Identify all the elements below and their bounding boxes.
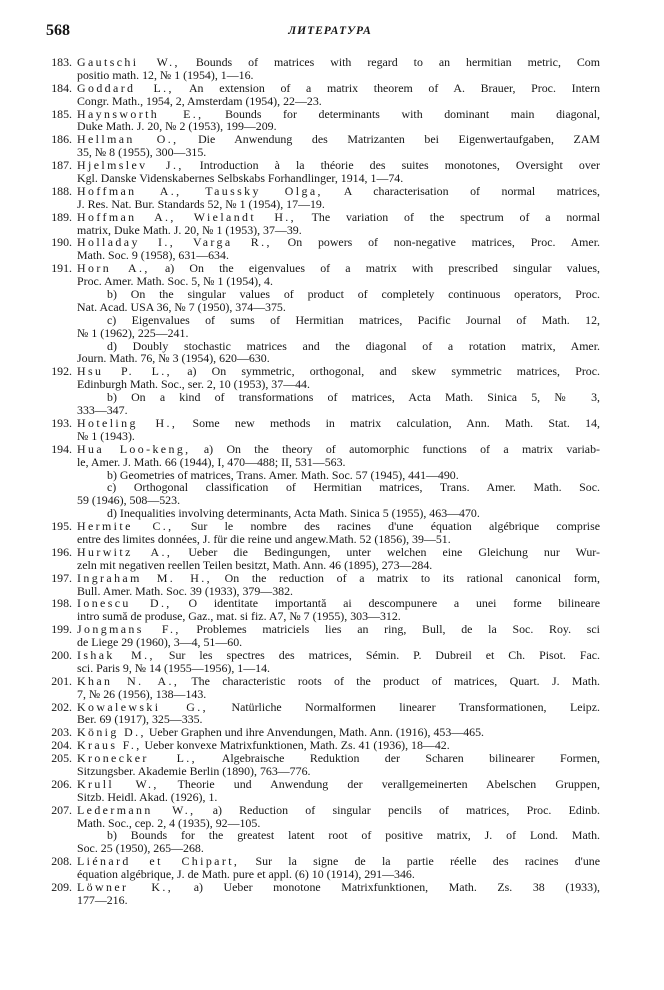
sub-reference: d) Doubly stochastic matrices and the diagonal of a rotation matrix, Amer. (107, 338, 600, 353)
reference-continuation: Math. Soc., cep. 2, 4 (1935), 92—105. (77, 815, 261, 830)
reference-entry (40, 443, 600, 520)
reference-number: 205. (51, 751, 72, 766)
reference-line (40, 675, 600, 688)
sub-reference-continuation: Journ. Math. 76, № 3 (1954), 620—630. (77, 351, 270, 366)
reference-title: Bounds of matrices with regard to an hermitian metric, Com (179, 55, 600, 69)
reference-continuation: Congr. Math., 1954, 2, Amsterdam (1954), 22—23. (77, 93, 322, 108)
reference-entry (40, 211, 600, 237)
reference-author: Ingraham M. H., (77, 570, 212, 585)
reference-title: Sur la signe de la partie réelle des racines d'une (239, 854, 600, 869)
reference-title: On the reduction of a matrix to its rational canonical form, (211, 570, 600, 585)
reference-title: Theorie und Anwendung der verallgemeinerten Abelschen Gruppen, (158, 776, 600, 791)
reference-author: Holladay I., Varga R., (77, 235, 272, 250)
reference-line (40, 417, 600, 430)
reference-number: 194. (51, 441, 72, 456)
reference-entry (40, 108, 600, 134)
reference-number: 202. (51, 699, 72, 714)
reference-text (77, 417, 600, 430)
reference-text (77, 572, 600, 585)
reference-line (40, 185, 600, 198)
reference-text (77, 82, 600, 95)
reference-title: a) Reduction of singular pencils of matrices, Proc. Edinb. (195, 802, 600, 817)
reference-text (77, 881, 600, 894)
reference-text (77, 675, 600, 688)
reference-entry (40, 82, 600, 108)
reference-continuation: matrix, Duke Math. J. 20, № 1 (1953), 37—39. (77, 222, 302, 237)
reference-text (77, 804, 600, 817)
reference-number: 204. (51, 738, 72, 753)
reference-title: Natürliche Normalformen linearer Transformationen, Leipz. (208, 699, 600, 714)
reference-entry (40, 597, 600, 623)
reference-text (77, 546, 600, 559)
reference-entry (40, 365, 600, 417)
reference-title: Sur les spectres des matrices, Sémin. P. Dubreil et Ch. Pisot. Fac. (154, 647, 600, 662)
reference-number: 190. (51, 235, 72, 250)
reference-author: Ledermann W., (77, 802, 196, 817)
reference-number: 187. (51, 158, 72, 173)
sub-reference: c) Eigenvalues of sums of Hermitian matrices, Pacific Journal of Math. 12, (107, 312, 600, 327)
reference-author: Kraus F., (77, 738, 142, 753)
reference-continuation: Math. Soc. 9 (1958), 631—634. (77, 248, 229, 263)
reference-text (77, 649, 600, 662)
reference-line (40, 327, 600, 340)
reference-line (40, 572, 600, 585)
sub-reference-continuation: 333—347. (77, 403, 128, 418)
reference-author: Hoffman A., Taussky Olga, (77, 183, 323, 198)
reference-entry (40, 649, 600, 675)
reference-number: 191. (51, 261, 72, 276)
reference-line (40, 288, 600, 301)
reference-line (40, 456, 600, 469)
reference-author: Hua Loo-keng, (77, 441, 191, 456)
reference-number: 209. (51, 880, 72, 894)
reference-text (77, 778, 600, 791)
reference-title: O identitate importantă ai descompunere a unei forme bilineare (171, 596, 600, 611)
reference-title: Ueber konvexe Matrixfunktionen, Math. Zs. 41 (1936), 18—42. (141, 738, 450, 753)
reference-continuation: entre des limites données, J. für die reine und angew.Math. 52 (1856), 39—51. (77, 531, 451, 546)
reference-number: 196. (51, 544, 72, 559)
reference-line (40, 82, 600, 95)
reference-author: Ionescu D., (77, 596, 172, 611)
reference-continuation: 177—216. (77, 892, 128, 907)
reference-author: Ishak M., (77, 647, 155, 662)
reference-continuation: Kgl. Danske Videnskabernes Selbskabs Forhandlinger, 1914, 1—74. (77, 171, 404, 186)
reference-entry (40, 855, 600, 881)
sub-reference: d) Inequalities involving determinants, Acta Math. Sinica 5 (1955), 463—470. (107, 506, 480, 521)
sub-reference-continuation: Soc. 25 (1950), 265—268. (77, 841, 204, 856)
reference-number: 200. (51, 647, 72, 662)
reference-continuation: équation algébrique, J. de Math. pure et appl. (6) 10 (1914), 291—346. (77, 867, 415, 882)
reference-author: Krull W., (77, 776, 159, 791)
sub-reference: b) On a kind of transformations of matrices, Acta Math. Sinica 5, № 3, (107, 390, 600, 405)
reference-line (40, 649, 600, 662)
reference-number: 207. (51, 802, 72, 817)
reference-number: 208. (51, 854, 72, 869)
reference-number: 197. (51, 570, 72, 585)
reference-entry (40, 159, 600, 185)
reference-continuation: sci. Paris 9, № 14 (1955—1956), 1—14. (77, 660, 270, 675)
reference-number: 188. (51, 183, 72, 198)
page-number: 568 (46, 22, 70, 39)
reference-line (40, 301, 600, 314)
reference-continuation: J. Res. Nat. Bur. Standards 52, № 1 (1954), 17—19. (77, 196, 325, 211)
reference-line (40, 881, 600, 894)
reference-entry (40, 881, 600, 907)
reference-title: a) Ueber monotone Matrixfunktionen, Math. Zs. 38 (1933), (173, 880, 600, 894)
reference-entry (40, 417, 600, 443)
reference-line (40, 211, 600, 224)
reference-title: Ueber die Bedingungen, unter welchen eine Gleichung nur Wur- (172, 544, 600, 559)
reference-text (77, 443, 600, 456)
reference-author: Hermite C., (77, 519, 174, 534)
reference-title: Bounds for determinants with dominant main diagonal, (203, 106, 600, 121)
sub-reference: b) On the singular values of product of completely continuous operators, Proc. (107, 287, 600, 302)
reference-title: Algebraische Reduktion der Scharen bilinearer Formen, (196, 751, 600, 766)
reference-number: 186. (51, 132, 72, 147)
reference-title: A characterisation of normal matrices, (322, 183, 601, 198)
reference-continuation: le, Amer. J. Math. 66 (1944), I, 470—488; II, 531—563. (77, 454, 346, 469)
reference-author: Gautschi W., (77, 55, 180, 69)
reference-entry (40, 623, 600, 649)
reference-title: The characteristic roots of the product of matrices, Quart. J. Math. (179, 673, 600, 688)
reference-author: Löwner K., (77, 880, 174, 894)
reference-entry (40, 133, 600, 159)
reference-number: 206. (51, 776, 72, 791)
reference-entry (40, 572, 600, 598)
reference-title: On powers of non-negative matrices, Proc. Amer. (271, 235, 600, 250)
reference-author: Hurwitz A., (77, 544, 173, 559)
reference-continuation: Edinburgh Math. Soc., ser. 2, 10 (1953), 37—44. (77, 377, 310, 392)
reference-title: a) On the theory of automorphic functions of a matrix variab- (190, 441, 600, 456)
reference-title: The variation of the spectrum of a normal (296, 209, 600, 224)
reference-number: 193. (51, 415, 72, 430)
reference-title: a) On the eigenvalues of a matrix with prescribed singular values, (149, 261, 600, 276)
reference-author: Hjelmslev J., (77, 158, 184, 173)
reference-entry (40, 520, 600, 546)
reference-line (40, 804, 600, 817)
reference-title: Problemes matriciels lies an ring, Bull, de la Soc. Roy. sci (180, 622, 600, 637)
sub-reference: c) Orthogonal classification of Hermitian matrices, Trans. Amer. Math. Soc. (107, 480, 600, 495)
reference-entry (40, 804, 600, 856)
reference-number: 185. (51, 106, 72, 121)
reference-entry (40, 675, 600, 701)
running-title: ЛИТЕРАТУРА (288, 25, 372, 37)
reference-line (40, 778, 600, 791)
reference-continuation: Duke Math. J. 20, № 2 (1953), 199—209. (77, 119, 277, 134)
reference-number: 189. (51, 209, 72, 224)
reference-continuation: positio math. 12, № 1 (1954), 1—16. (77, 67, 254, 82)
sub-reference-continuation: 59 (1946), 508—523. (77, 493, 181, 508)
reference-continuation: Sitzb. Heidl. Akad. (1926), 1. (77, 789, 218, 804)
reference-author: Haynsworth E., (77, 106, 204, 121)
reference-continuation: 35, № 8 (1955), 300—315. (77, 145, 207, 160)
reference-line (40, 314, 600, 327)
reference-author: Jongmans F., (77, 622, 181, 637)
reference-number: 201. (51, 673, 72, 688)
reference-author: Hoffman A., Wielandt H., (77, 209, 297, 224)
sub-reference: b) Bounds for the greatest latent root of positive matrix, J. of Lond. Math. (107, 828, 600, 843)
reference-continuation: zeln mit negativen reellen Teilen besitzt, Math. Ann. 46 (1895), 273—284. (77, 557, 433, 572)
reference-number: 183. (51, 55, 72, 69)
reference-entry (40, 752, 600, 778)
reference-number: 192. (51, 364, 72, 379)
reference-author: Kronecker L., (77, 751, 197, 766)
reference-entry (40, 185, 600, 211)
reference-line (40, 894, 600, 907)
sub-reference-continuation: № 1 (1962), 225—241. (77, 325, 189, 340)
reference-continuation: de Liege 29 (1960), 3—4, 51—60. (77, 635, 243, 650)
reference-line (40, 56, 600, 69)
reference-continuation: intro sumă de produse, Gaz., mat. si fiz. A7, № 7 (1955), 303—312. (77, 609, 401, 624)
reference-text (77, 211, 600, 224)
reference-author: Hellman O., (77, 132, 179, 147)
reference-author: Horn A., (77, 261, 150, 276)
reference-number: 184. (51, 80, 72, 95)
reference-number: 199. (51, 622, 72, 637)
reference-number: 195. (51, 519, 72, 534)
reference-continuation: 7, № 26 (1956), 138—143. (77, 686, 207, 701)
reference-continuation: Sitzungsber. Akademie Berlin (1890), 763—776. (77, 763, 311, 778)
reference-author: Hoteling H., (77, 415, 178, 430)
reference-author: Kowalewski G., (77, 699, 209, 714)
reference-continuation: № 1 (1943). (77, 428, 135, 443)
reference-line (40, 443, 600, 456)
reference-number: 198. (51, 596, 72, 611)
reference-entry (40, 778, 600, 804)
reference-title: Sur le nombre des racines d'une équation algébrique comprise (173, 519, 600, 534)
reference-continuation: Bull. Amer. Math. Soc. 39 (1933), 379—382. (77, 583, 294, 598)
reference-title: Die Anwendung des Matrizanten bei Eigenwertaufgaben, ZAM (178, 132, 600, 147)
reference-entry (40, 262, 600, 365)
reference-title: An extension of a matrix theorem of A. Brauer, Proc. Intern (173, 80, 601, 95)
reference-continuation: Ber. 69 (1917), 325—335. (77, 712, 203, 727)
reference-entry (40, 236, 600, 262)
page-header (46, 22, 614, 42)
reference-number: 203. (51, 725, 72, 740)
reference-title: Some new methods in matrix calculation, Ann. Math. Stat. 14, (177, 415, 600, 430)
reference-author: Hsu P. L., (77, 364, 173, 379)
reference-title: a) On symmetric, orthogonal, and skew symmetric matrices, Proc. (172, 364, 600, 379)
reference-author: Khan N. A., (77, 673, 180, 688)
reference-continuation: Proc. Amer. Math. Soc. 5, № 1 (1954), 4. (77, 274, 273, 289)
reference-entry (40, 56, 600, 82)
reference-author: König D., (77, 725, 146, 740)
reference-author: Liénard et Chipart, (77, 854, 240, 869)
reference-entry (40, 546, 600, 572)
sub-reference: b) Geometries of matrices, Trans. Amer. Math. Soc. 57 (1945), 441—490. (107, 467, 459, 482)
sub-reference-continuation: Nat. Acad. USA 36, № 7 (1950), 374—375. (77, 299, 286, 314)
reference-author: Goddard L., (77, 80, 174, 95)
reference-title: Ueber Graphen und ihre Anvendungen, Math. Ann. (1916), 453—465. (145, 725, 484, 740)
reference-entry (40, 701, 600, 727)
reference-text (77, 56, 600, 69)
reference-list (40, 56, 600, 907)
reference-title: Introduction à la théorie des suites monotones, Oversight over (183, 158, 600, 173)
reference-text (77, 185, 600, 198)
reference-line (40, 546, 600, 559)
